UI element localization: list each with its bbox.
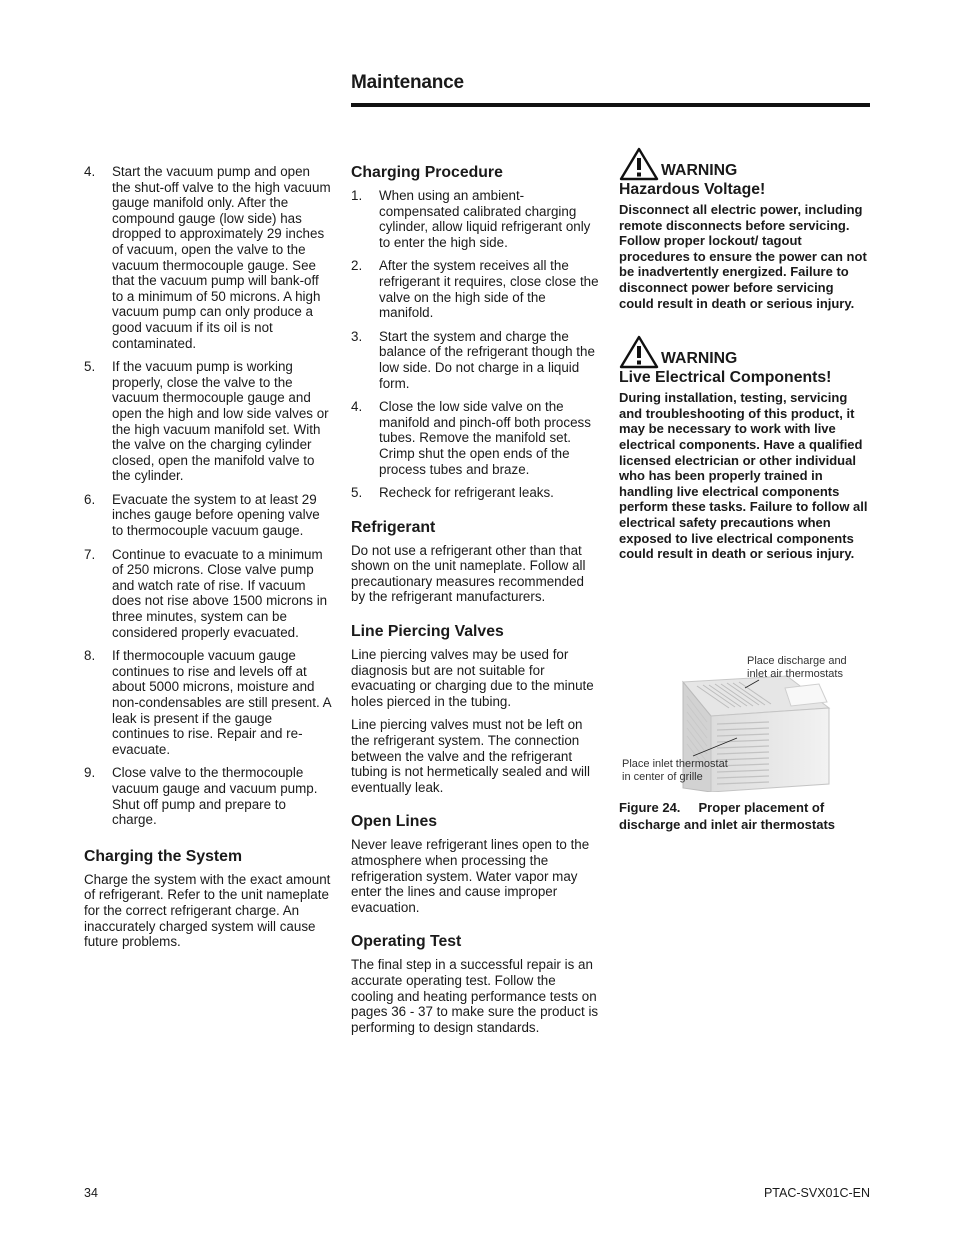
header-rule bbox=[351, 103, 870, 107]
warning-text: Disconnect all electric power, including remote disconnects before servicing. Follow proper lockout/ tagout procedures to ensure the power can not be inadvertently energized. Failure to disconnect power before servicing could result in death or serious injury. bbox=[619, 202, 867, 311]
list-item: 4. Close the low side valve on the manifold and pinch-off both process tubes. Remove the manifold set. Crimp shut the open ends of the process tubes and braze. bbox=[351, 399, 591, 477]
warning-label: WARNING bbox=[661, 162, 738, 179]
list-item: 2. After the system receives all the refrigerant it requires, close close the valve on the high side of the manifold. bbox=[351, 258, 599, 321]
charging-system-text: Charge the system with the exact amount of refrigerant. Refer to the unit nameplate for the correct refrigerant charge. An inaccurately charged system will cause future problems. bbox=[84, 871, 331, 950]
warning-triangle-icon bbox=[619, 147, 659, 181]
column-right bbox=[619, 147, 871, 562]
document-id: PTAC-SVX01C-EN bbox=[763, 1186, 870, 1200]
figure-caption: Figure 24. Proper placement of discharge and inlet air thermostats bbox=[619, 800, 836, 832]
section-heading-charging-system: Charging the System bbox=[84, 847, 242, 865]
warning-hazardous-voltage bbox=[619, 147, 871, 311]
section-heading-charging-procedure: Charging Procedure bbox=[351, 164, 503, 181]
page-number: 34 bbox=[84, 1186, 98, 1200]
section-heading-line-piercing: Line Piercing Valves bbox=[351, 623, 504, 641]
list-item: 5. Recheck for refrigerant leaks. bbox=[351, 485, 554, 501]
warning-label: WARNING bbox=[661, 350, 738, 368]
list-item: 4. Start the vacuum pump and open the shut-off valve to the high vacuum gauge manifold only. After the compound gauge (low side) has dropped to approximately 29 inches of vacuum, open the valve to the vacuum thermocouple gauge. See that the vacuum pump will bank-off to a minimum of 50 microns. A high vacuum pump can only produce a good vacuum if its oil is not contaminated. bbox=[84, 164, 331, 351]
list-item: 5. If the vacuum pump is working properly, close the valve to the vacuum thermocouple gauge and open the high and low side valves or the high vacuum manifold set. With the valve on the charging cylinder closed, open the manifold valve to the cylinder. bbox=[84, 359, 329, 484]
evacuation-steps bbox=[84, 164, 332, 828]
list-item: 1. When using an ambient-compensated calibrated charging cylinder, allow liquid refrigerant only to enter the high side. bbox=[351, 188, 591, 250]
figure-ptac-unit bbox=[619, 652, 871, 792]
line-piercing-text-1: Line piercing valves may be used for diagnosis but are not suitable for evacuating or charging due to the minute holes pierced in the tubing. bbox=[351, 647, 594, 709]
warning-live-electrical bbox=[619, 335, 871, 562]
warning-triangle-icon bbox=[619, 335, 659, 369]
list-item: 6. Evacuate the system to at least 29 inches gauge before opening valve to thermocouple vacuum gauge. bbox=[84, 491, 320, 539]
section-heading-refrigerant: Refrigerant bbox=[351, 518, 436, 536]
section-heading-open-lines: Open Lines bbox=[351, 813, 438, 831]
section-heading-operating-test: Operating Test bbox=[351, 933, 462, 951]
figure-label-top: Place discharge and inlet air thermostats bbox=[747, 655, 847, 680]
list-item: 7. Continue to evacuate to a minimum of 250 microns. Close valve pump and watch rate of rise. If vacuum does not rise above 1500 microns in three minutes, system can be considered properly evacuated. bbox=[84, 546, 328, 640]
line-piercing-text-2: Line piercing valves must not be left on the refrigerant system. The connection between the valve and the refrigerant tubing is not hermetically sealed and will eventually leak. bbox=[351, 717, 590, 795]
figure-label-bottom: Place inlet thermostat in center of grille bbox=[622, 758, 728, 783]
column-middle bbox=[351, 164, 601, 1043]
warning-text: During installation, testing, servicing and troubleshooting of this product, it may be necessary to work with live electrical components. Have a qualified licensed electrician or other individual who has been properly trained in handling live electrical components perform these tasks. Failure to follow all electrical safety precautions when exposed to live electrical components could result in death or serious injury. bbox=[619, 390, 868, 562]
list-item: 8. If thermocouple vacuum gauge continues to rise and levels off at about 5000 microns, moisture and non-condensables are still present. A leak is present if the gauge continues to rise. Repair and re-evacuate. bbox=[84, 648, 331, 757]
page-title: Maintenance bbox=[351, 72, 464, 93]
column-left bbox=[84, 164, 332, 958]
list-item: 3. Start the system and charge the balance of the refrigerant though the low side. Do not charge in a liquid form. bbox=[351, 328, 595, 391]
warning-title: Hazardous Voltage! bbox=[619, 181, 766, 198]
list-item: 9. Close valve to the thermocouple vacuum gauge and vacuum pump. Shut off pump and prepare to charge. bbox=[84, 765, 318, 828]
charging-steps bbox=[351, 188, 601, 501]
operating-test-text: The final step in a successful repair is an accurate operating test. Follow the cooling and heating performance tests on pages 36 - 37 to make sure the product is performing to design standards. bbox=[351, 957, 599, 1035]
refrigerant-text: Do not use a refrigerant other than that shown on the unit nameplate. Follow all precautionary measures recommended by the refrigerant manufacturers. bbox=[351, 542, 586, 605]
open-lines-text: Never leave refrigerant lines open to the atmosphere when processing the refrigeration system. Water vapor may enter the lines and cause improper evacuation. bbox=[351, 837, 590, 915]
warning-title: Live Electrical Components! bbox=[619, 369, 832, 387]
